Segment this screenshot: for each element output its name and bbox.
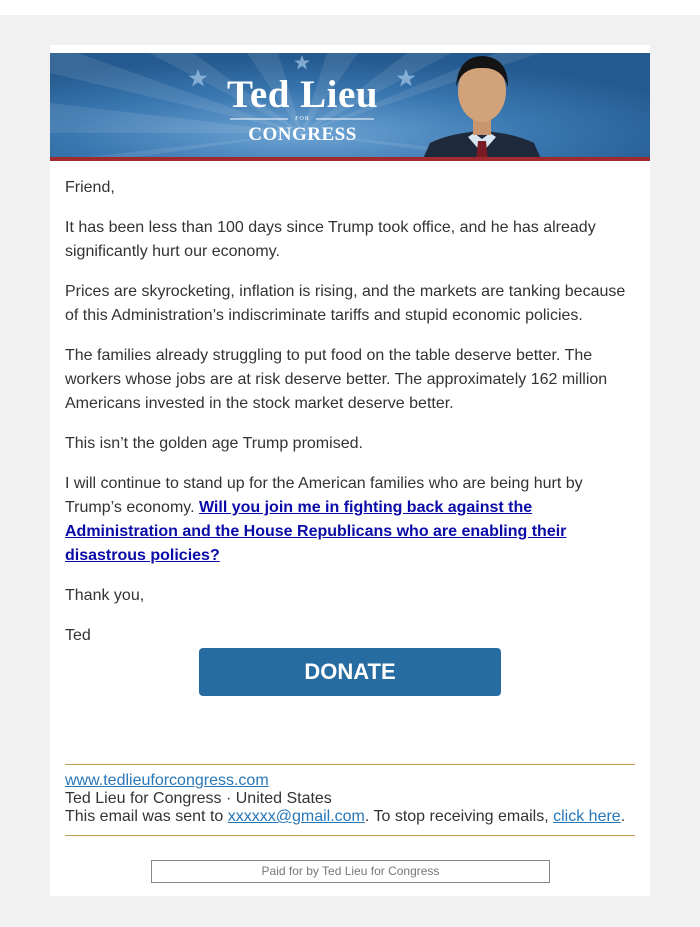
footer-divider-bottom (65, 835, 635, 836)
signature: Ted (65, 627, 91, 644)
campaign-banner (50, 53, 650, 161)
email-card (50, 45, 650, 896)
sent-middle: . To stop receiving emails, (364, 808, 554, 825)
footer (65, 772, 635, 826)
sent-prefix: This email was sent to (65, 808, 228, 825)
banner-for-text: FOR (295, 116, 310, 122)
letter-body (65, 176, 635, 664)
paid-for-disclaimer: Paid for by Ted Lieu for Congress (151, 860, 550, 883)
paragraph: Prices are skyrocketing, inflation is rising, and the markets are tanking because of this Administration’s indiscriminate tariffs and stupid economic policies. (65, 283, 626, 324)
closing: Thank you, (65, 587, 145, 604)
paragraph: The families already struggling to put food on the table deserve better. The workers whose jobs are at risk deserve better. The approximately 162 million Americans invested in the stock market deserve better. (65, 347, 608, 412)
banner-red-stripe (50, 157, 650, 161)
banner-candidate-name: Ted Lieu (226, 73, 379, 116)
org-line: Ted Lieu for Congress · United States (65, 790, 332, 807)
donate-button[interactable]: DONATE (199, 648, 501, 696)
paragraph-text: I will continue to stand up for the American families who are being hurt by Trump’s economy. (65, 475, 583, 516)
join-fight-link[interactable]: Will you join me in fighting back against the Administration and the House Republicans who are enabling their disastrous policies? (65, 499, 567, 564)
recipient-email-link[interactable]: xxxxxx@gmail.com (227, 808, 365, 825)
paragraph: This isn’t the golden age Trump promised. (65, 435, 363, 452)
call-to-action-paragraph (65, 472, 635, 568)
banner-congress-text: CONGRESS (248, 124, 357, 145)
top-strip (0, 0, 700, 15)
website-link[interactable]: www.tedlieuforcongress.com (65, 772, 269, 789)
sent-suffix: . (620, 808, 626, 825)
unsubscribe-link[interactable]: click here (553, 808, 621, 825)
footer-divider-top (65, 764, 635, 765)
greeting: Friend, (65, 179, 115, 196)
paragraph: It has been less than 100 days since Trump took office, and he has already significantly hurt our economy. (65, 219, 596, 260)
sent-to-line (65, 808, 635, 826)
